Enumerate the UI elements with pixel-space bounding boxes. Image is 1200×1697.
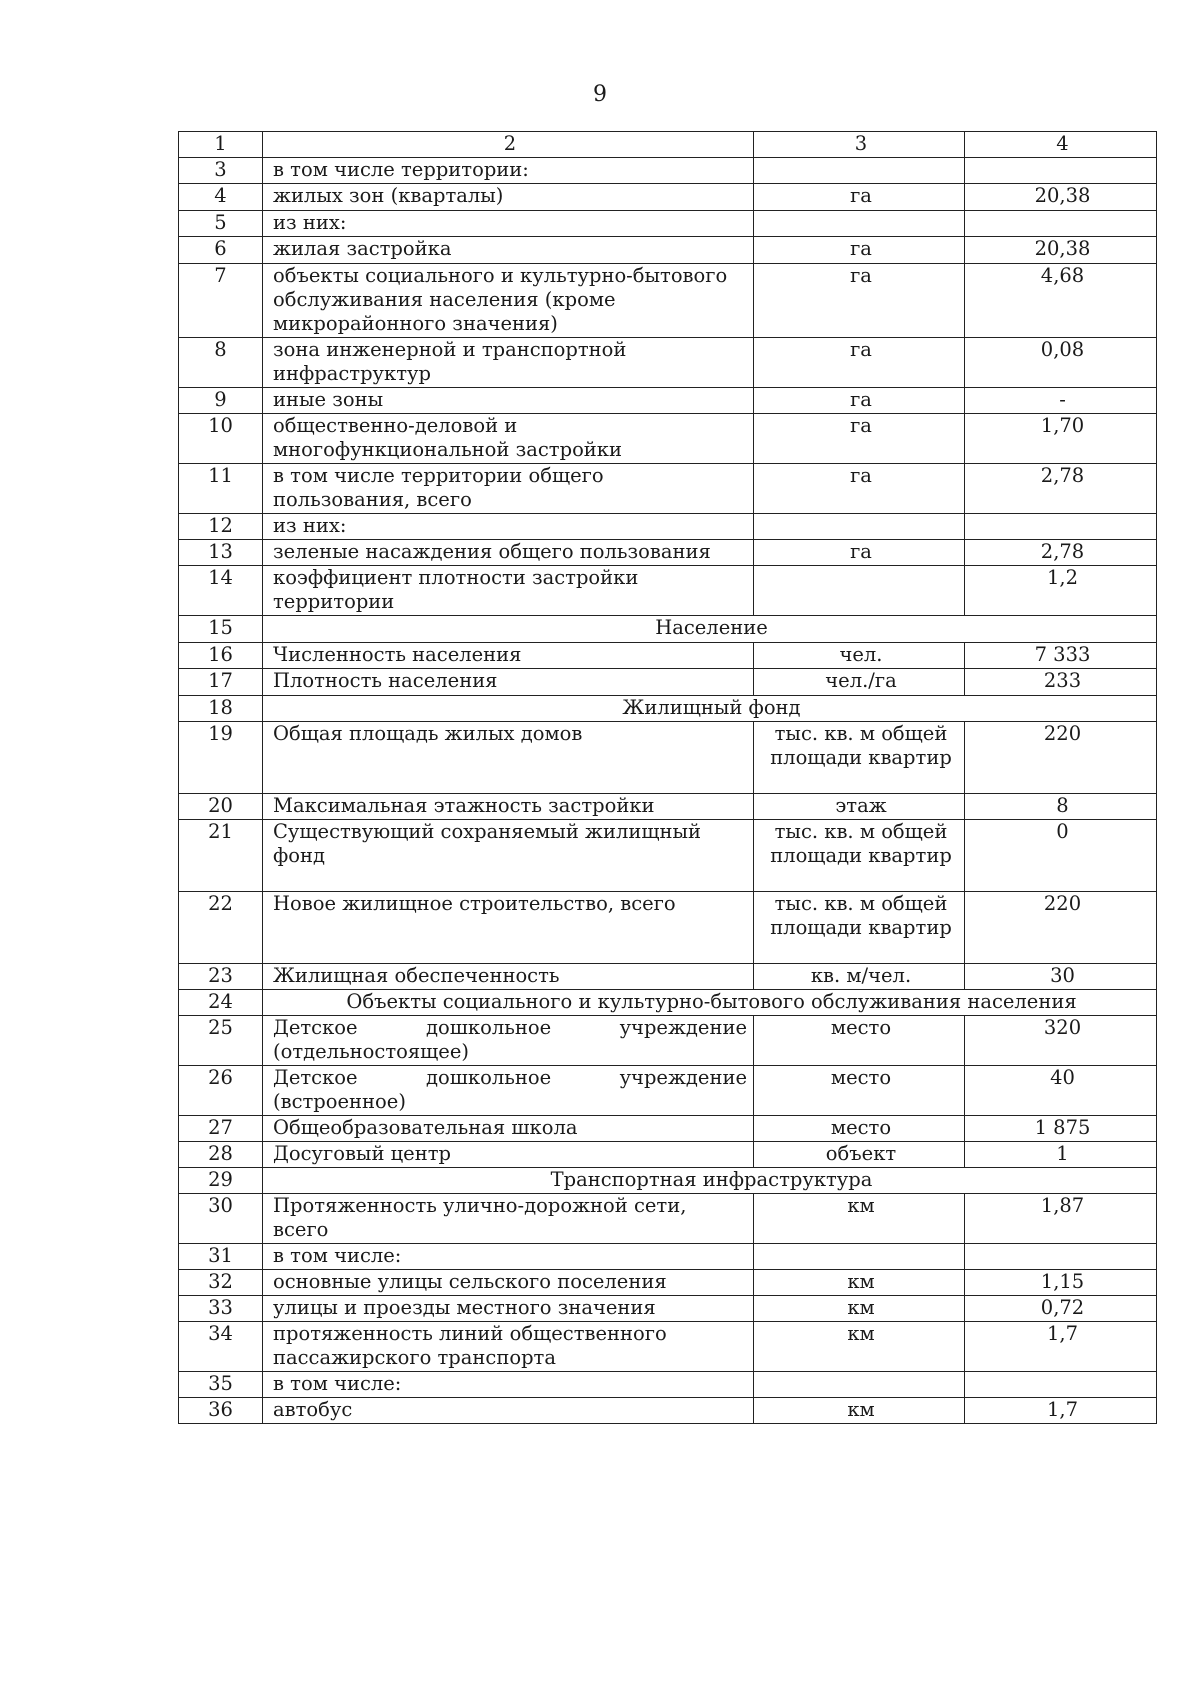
row-number-cell: 23 [179, 964, 263, 990]
row-number-cell: 16 [179, 643, 263, 669]
unit-cell: га [754, 540, 965, 566]
unit-cell: место [754, 1116, 965, 1142]
unit-cell: чел. [754, 643, 965, 669]
indicator-name-cell: Плотность населения [263, 669, 754, 696]
indicator-name-cell: протяженность линий общественного пассажирского транспорта [263, 1322, 754, 1372]
row-number-cell: 21 [179, 820, 263, 892]
indicator-name-cell: Досуговый центр [263, 1142, 754, 1168]
value-cell [965, 1244, 1157, 1270]
table-row [179, 964, 1157, 990]
row-number-cell: 22 [179, 892, 263, 964]
value-cell: 30 [965, 964, 1157, 990]
row-number-cell: 9 [179, 388, 263, 414]
unit-cell: га [754, 184, 965, 211]
section-title-cell: Население [263, 616, 1157, 643]
row-number-cell: 30 [179, 1194, 263, 1244]
unit-cell: км [754, 1270, 965, 1296]
value-cell: 1,87 [965, 1194, 1157, 1244]
table-row [179, 264, 1157, 338]
row-number-cell: 36 [179, 1398, 263, 1424]
row-number-cell: 29 [179, 1168, 263, 1194]
unit-cell [754, 158, 965, 184]
row-number-cell: 17 [179, 669, 263, 696]
indicator-name-cell: Максимальная этажность застройки [263, 794, 754, 820]
indicator-name-cell: Протяженность улично-дорожной сети, всего [263, 1194, 754, 1244]
value-cell: 8 [965, 794, 1157, 820]
unit-cell [754, 1372, 965, 1398]
value-cell: 0 [965, 820, 1157, 892]
indicator-name-cell: объекты социального и культурно-бытового обслуживания населения (кроме микрорайонного значения) [263, 264, 754, 338]
indicator-name-cell: в том числе территории: [263, 158, 754, 184]
row-number-cell: 12 [179, 514, 263, 540]
row-number-cell: 15 [179, 616, 263, 643]
table-row [179, 1244, 1157, 1270]
table-row [179, 211, 1157, 237]
value-cell: 2,78 [965, 540, 1157, 566]
value-cell: - [965, 388, 1157, 414]
indicator-name-cell: в том числе территории общего пользования, всего [263, 464, 754, 514]
table-row [179, 184, 1157, 211]
indicator-name-cell: основные улицы сельского поселения [263, 1270, 754, 1296]
section-row [179, 990, 1157, 1016]
row-number-cell: 31 [179, 1244, 263, 1270]
unit-cell: этаж [754, 794, 965, 820]
row-number-cell: 26 [179, 1066, 263, 1116]
value-cell: 7 333 [965, 643, 1157, 669]
row-number-cell: 27 [179, 1116, 263, 1142]
row-number-cell: 5 [179, 211, 263, 237]
row-number-cell: 6 [179, 237, 263, 264]
indicator-name-cell: автобус [263, 1398, 754, 1424]
indicator-name-cell: Существующий сохраняемый жилищный фонд [263, 820, 754, 892]
indicator-name-cell: из них: [263, 211, 754, 237]
table-row [179, 1066, 1157, 1116]
row-number-cell: 8 [179, 338, 263, 388]
value-cell: 233 [965, 669, 1157, 696]
indicator-name-cell: улицы и проезды местного значения [263, 1296, 754, 1322]
indicator-name-cell: из них: [263, 514, 754, 540]
header-cell-4: 4 [965, 132, 1157, 158]
indicator-name-cell: в том числе: [263, 1244, 754, 1270]
value-cell: 1 875 [965, 1116, 1157, 1142]
unit-cell: га [754, 264, 965, 338]
row-number-cell: 33 [179, 1296, 263, 1322]
value-cell: 220 [965, 892, 1157, 964]
unit-cell: га [754, 338, 965, 388]
value-cell: 1,15 [965, 1270, 1157, 1296]
value-cell [965, 514, 1157, 540]
unit-cell: км [754, 1296, 965, 1322]
row-number-cell: 32 [179, 1270, 263, 1296]
table-row [179, 566, 1157, 616]
table-row [179, 643, 1157, 669]
unit-cell: тыс. кв. м общей площади квартир [754, 722, 965, 794]
table-row [179, 820, 1157, 892]
value-cell: 1 [965, 1142, 1157, 1168]
section-title-cell: Транспортная инфраструктура [263, 1168, 1157, 1194]
section-title-cell: Объекты социального и культурно-бытового обслуживания населения [263, 990, 1157, 1016]
value-cell: 1,7 [965, 1398, 1157, 1424]
header-cell-2: 2 [263, 132, 754, 158]
value-cell: 0,08 [965, 338, 1157, 388]
unit-cell: тыс. кв. м общей площади квартир [754, 820, 965, 892]
row-number-cell: 4 [179, 184, 263, 211]
indicator-name-cell: Численность населения [263, 643, 754, 669]
indicator-name-cell: зеленые насаждения общего пользования [263, 540, 754, 566]
unit-cell: га [754, 388, 965, 414]
row-number-cell: 20 [179, 794, 263, 820]
unit-cell [754, 1244, 965, 1270]
value-cell [965, 158, 1157, 184]
table-row [179, 1116, 1157, 1142]
indicator-name-cell: в том числе: [263, 1372, 754, 1398]
row-number-cell: 11 [179, 464, 263, 514]
section-row [179, 696, 1157, 722]
indicator-name-cell: жилых зон (кварталы) [263, 184, 754, 211]
table-row [179, 722, 1157, 794]
section-row [179, 616, 1157, 643]
value-cell [965, 1372, 1157, 1398]
value-cell [965, 211, 1157, 237]
unit-cell: км [754, 1322, 965, 1372]
unit-cell: тыс. кв. м общей площади квартир [754, 892, 965, 964]
value-cell: 20,38 [965, 237, 1157, 264]
table-row [179, 338, 1157, 388]
indicator-name-cell: Детское дошкольное учреждение (отдельностоящее) [263, 1016, 754, 1066]
unit-cell: км [754, 1194, 965, 1244]
unit-cell: место [754, 1066, 965, 1116]
section-row [179, 1168, 1157, 1194]
indicator-name-cell: Общеобразовательная школа [263, 1116, 754, 1142]
unit-cell: га [754, 237, 965, 264]
table-row [179, 514, 1157, 540]
value-cell: 1,70 [965, 414, 1157, 464]
indicator-name-cell: Новое жилищное строительство, всего [263, 892, 754, 964]
unit-cell [754, 211, 965, 237]
unit-cell: чел./га [754, 669, 965, 696]
row-number-cell: 24 [179, 990, 263, 1016]
row-number-cell: 19 [179, 722, 263, 794]
table-row [179, 237, 1157, 264]
row-number-cell: 7 [179, 264, 263, 338]
table-row [179, 1270, 1157, 1296]
value-cell: 1,7 [965, 1322, 1157, 1372]
table-row [179, 1296, 1157, 1322]
table-row [179, 1322, 1157, 1372]
unit-cell: га [754, 414, 965, 464]
indicator-name-cell: иные зоны [263, 388, 754, 414]
unit-cell: объект [754, 1142, 965, 1168]
indicator-name-cell: Общая площадь жилых домов [263, 722, 754, 794]
value-cell: 20,38 [965, 184, 1157, 211]
table-row [179, 388, 1157, 414]
value-cell: 220 [965, 722, 1157, 794]
table-header-row [179, 132, 1157, 158]
row-number-cell: 3 [179, 158, 263, 184]
row-number-cell: 34 [179, 1322, 263, 1372]
row-number-cell: 18 [179, 696, 263, 722]
value-cell: 320 [965, 1016, 1157, 1066]
row-number-cell: 35 [179, 1372, 263, 1398]
unit-cell [754, 514, 965, 540]
row-number-cell: 25 [179, 1016, 263, 1066]
table-row [179, 892, 1157, 964]
value-cell: 0,72 [965, 1296, 1157, 1322]
table-row [179, 1142, 1157, 1168]
row-number-cell: 10 [179, 414, 263, 464]
section-title-cell: Жилищный фонд [263, 696, 1157, 722]
table-row [179, 669, 1157, 696]
value-cell: 4,68 [965, 264, 1157, 338]
value-cell: 1,2 [965, 566, 1157, 616]
page-number: 9 [593, 82, 607, 107]
indicator-name-cell: Жилищная обеспеченность [263, 964, 754, 990]
table-row [179, 464, 1157, 514]
indicator-name-cell: коэффициент плотности застройки территории [263, 566, 754, 616]
unit-cell: км [754, 1398, 965, 1424]
table-row [179, 1398, 1157, 1424]
indicator-name-cell: зона инженерной и транспортной инфраструктур [263, 338, 754, 388]
indicator-name-cell: общественно-деловой и многофункциональной застройки [263, 414, 754, 464]
row-number-cell: 13 [179, 540, 263, 566]
table-row [179, 1372, 1157, 1398]
unit-cell [754, 566, 965, 616]
indicators-table [178, 131, 1157, 1424]
unit-cell: га [754, 464, 965, 514]
table-row [179, 1016, 1157, 1066]
table-row [179, 1194, 1157, 1244]
table-row [179, 158, 1157, 184]
table-row [179, 414, 1157, 464]
header-cell-3: 3 [754, 132, 965, 158]
unit-cell: кв. м/чел. [754, 964, 965, 990]
value-cell: 2,78 [965, 464, 1157, 514]
table-row [179, 540, 1157, 566]
table-row [179, 794, 1157, 820]
unit-cell: место [754, 1016, 965, 1066]
row-number-cell: 28 [179, 1142, 263, 1168]
value-cell: 40 [965, 1066, 1157, 1116]
row-number-cell: 14 [179, 566, 263, 616]
table-body [179, 158, 1157, 1424]
indicator-name-cell: Детское дошкольное учреждение (встроенное) [263, 1066, 754, 1116]
header-cell-1: 1 [179, 132, 263, 158]
indicator-name-cell: жилая застройка [263, 237, 754, 264]
